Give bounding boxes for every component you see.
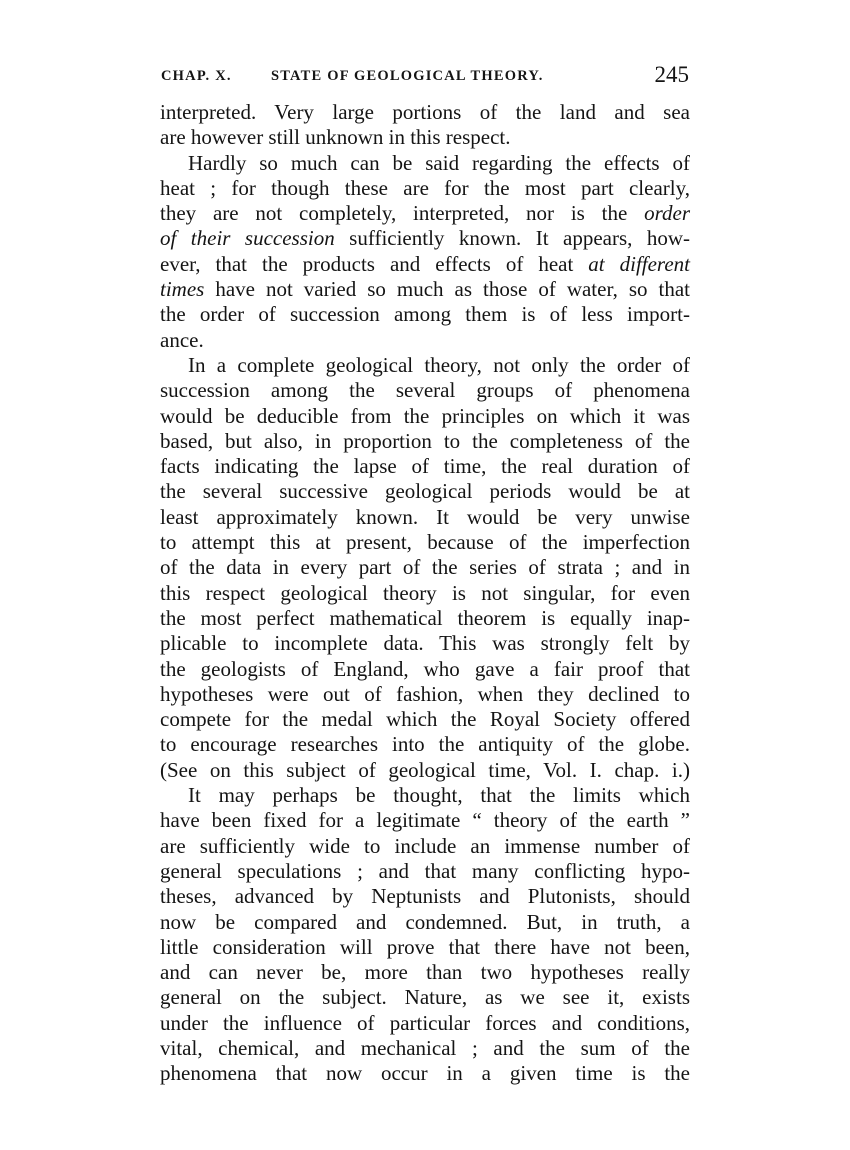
text-line: general on the subject. Nature, as we see it, exists [160,985,690,1010]
text-line: (See on this subject of geological time, Vol. I. chap. i.) [160,757,690,782]
text-line: are however still unknown in this respect. [160,125,511,150]
text-line: general speculations ; and that many conflicting hypo- [160,858,690,883]
text-line: heat ; for though these are for the most part clearly, [160,175,690,200]
running-title: STATE OF GEOLOGICAL THEORY. [271,68,544,84]
text-line: hypotheses were out of fashion, when they declined to [160,681,690,706]
text-line: the several successive geological periods would be at [160,479,690,504]
text-line: to attempt this at present, because of the imperfection [160,530,690,555]
text-line: this respect geological theory is not singular, for even [160,580,690,605]
text-line: are sufficiently wide to include an immense number of [160,833,690,858]
text-line: compete for the medal which the Royal Society offered [160,707,690,732]
text-line: they are not completely, interpreted, nor is the order [160,201,690,226]
text-line: In a complete geological theory, not only the order of [188,352,690,377]
text-line: to encourage researches into the antiquity of the globe. [160,732,690,757]
text-line: would be deducible from the principles on which it was [160,403,690,428]
body-text [160,100,690,1087]
text-line: succession among the several groups of phenomena [160,378,690,403]
page-number: 245 [654,62,689,87]
text-line: ever, that the products and effects of heat at different [160,251,690,276]
text-line: Hardly so much can be said regarding the effects of [188,150,690,175]
text-line: based, but also, in proportion to the completeness of the [160,428,690,453]
text-line: of their succession sufficiently known. It appears, how- [160,226,691,251]
text-line: phenomena that now occur in a given time is the [160,1061,690,1086]
text-line: vital, chemical, and mechanical ; and the sum of the [160,1035,690,1060]
text-line: times have not varied so much as those of water, so that [160,277,690,302]
text-line: the order of succession among them is of less import- [160,302,690,327]
text-line: It may perhaps be thought, that the limits which [188,783,690,808]
text-line: theses, advanced by Neptunists and Plutonists, should [160,884,690,909]
text-line: little consideration will prove that there have not been, [160,934,690,959]
text-line: ance. [160,327,204,352]
text-line: the geologists of England, who gave a fair proof that [160,656,690,681]
text-line: interpreted. Very large portions of the land and sea [160,100,690,124]
text-line: now be compared and condemned. But, in truth, a [160,909,690,934]
text-line: facts indicating the lapse of time, the real duration of [160,454,690,479]
text-line: under the influence of particular forces and conditions, [160,1010,690,1035]
text-line: of the data in every part of the series of strata ; and in [160,555,690,580]
text-line: the most perfect mathematical theorem is equally inap- [160,605,690,630]
chapter-label: CHAP. X. [161,68,232,84]
text-line: plicable to incomplete data. This was strongly felt by [160,631,690,656]
text-line: have been fixed for a legitimate “ theory of the earth ” [160,808,690,833]
running-header [161,62,689,90]
text-line: least approximately known. It would be very unwise [160,504,690,529]
text-line: and can never be, more than two hypotheses really [160,960,690,985]
